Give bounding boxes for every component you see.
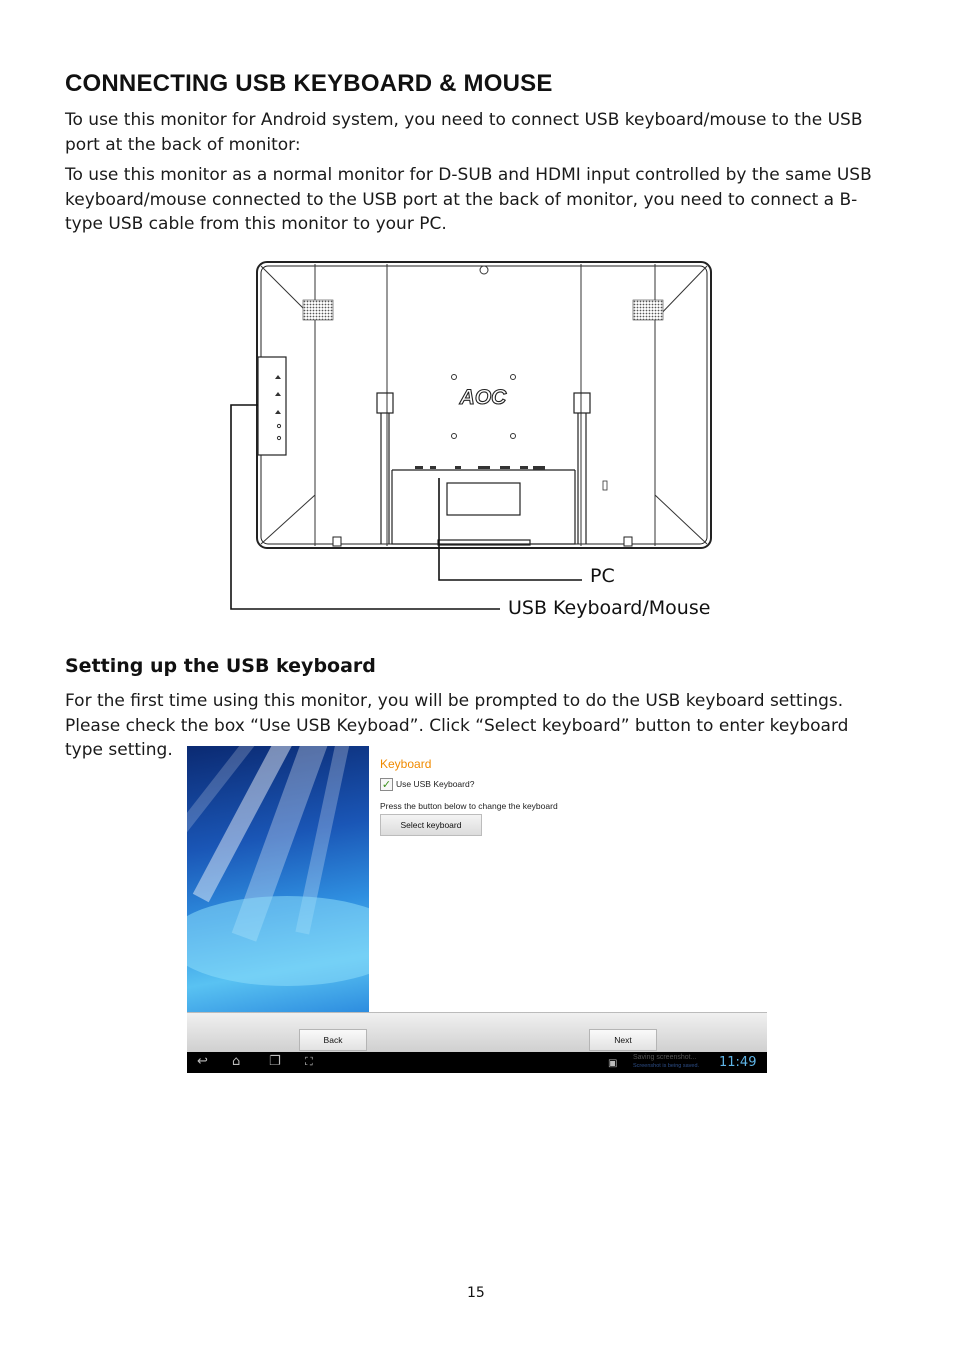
wizard-button-bar bbox=[187, 1012, 767, 1053]
page-number: 15 bbox=[467, 1285, 485, 1301]
aoc-logo bbox=[459, 386, 508, 409]
system-navigation-bar bbox=[187, 1052, 767, 1073]
usb-keyboard-mouse-callout-label: USB Keyboard/Mouse bbox=[508, 597, 711, 619]
android-keyboard-setup-screenshot bbox=[187, 746, 767, 1073]
back-nav-icon[interactable]: ↩ bbox=[197, 1054, 208, 1069]
intro-paragraph: To use this monitor for Android system, you need to connect USB keyboard/mouse to the USB port at the back of monitor: bbox=[65, 110, 863, 155]
notification-subtitle: Screenshot is being saved. bbox=[633, 1063, 700, 1069]
side-control-panel bbox=[258, 357, 286, 455]
speaker-grill-left bbox=[303, 300, 333, 320]
select-keyboard-button[interactable]: Select keyboard bbox=[380, 814, 482, 836]
image-notification-icon: ▣ bbox=[608, 1058, 618, 1069]
use-usb-keyboard-label: Use USB Keyboard? bbox=[396, 779, 475, 789]
monitor-back-diagram bbox=[0, 0, 954, 640]
next-button[interactable]: Next bbox=[589, 1029, 657, 1051]
page-title: CONNECTING USB KEYBOARD & MOUSE bbox=[65, 70, 553, 97]
speaker-grill-right bbox=[633, 300, 663, 320]
back-button[interactable]: Back bbox=[299, 1029, 367, 1051]
keyboard-section-title: Keyboard bbox=[380, 757, 432, 771]
screenshot-icon[interactable]: ⛶ bbox=[305, 1055, 313, 1068]
use-usb-keyboard-checkbox[interactable]: ✓ bbox=[381, 778, 392, 791]
keyboard-settings-panel bbox=[369, 746, 767, 1016]
setup-subheading: Setting up the USB keyboard bbox=[65, 655, 376, 677]
home-nav-icon[interactable]: ⌂ bbox=[232, 1054, 241, 1069]
pc-callout-label: PC bbox=[590, 565, 615, 587]
svg-text:AOC: AOC bbox=[459, 386, 507, 409]
wallpaper-image bbox=[187, 746, 369, 1016]
setup-paragraph: For the first time using this monitor, you will be prompted to do the USB keyboard settings. Please check the box “Use USB Keyboad”. Click “Select keyboard” button to enter keyboard type setting. bbox=[65, 691, 849, 760]
change-keyboard-instruction: Press the button below to change the keyboard bbox=[380, 801, 558, 811]
recent-apps-icon[interactable]: ❐ bbox=[269, 1054, 281, 1069]
status-clock: 11:49 bbox=[719, 1055, 757, 1070]
top-hole-icon bbox=[480, 266, 488, 274]
notification-title: Saving screenshot... bbox=[633, 1054, 697, 1061]
dsub-hdmi-paragraph: To use this monitor as a normal monitor for D-SUB and HDMI input controlled by the same USB keyboard/mouse connected to the USB port at the back of monitor, you need to connect a B-type USB cable from this monitor to your PC. bbox=[65, 165, 872, 234]
